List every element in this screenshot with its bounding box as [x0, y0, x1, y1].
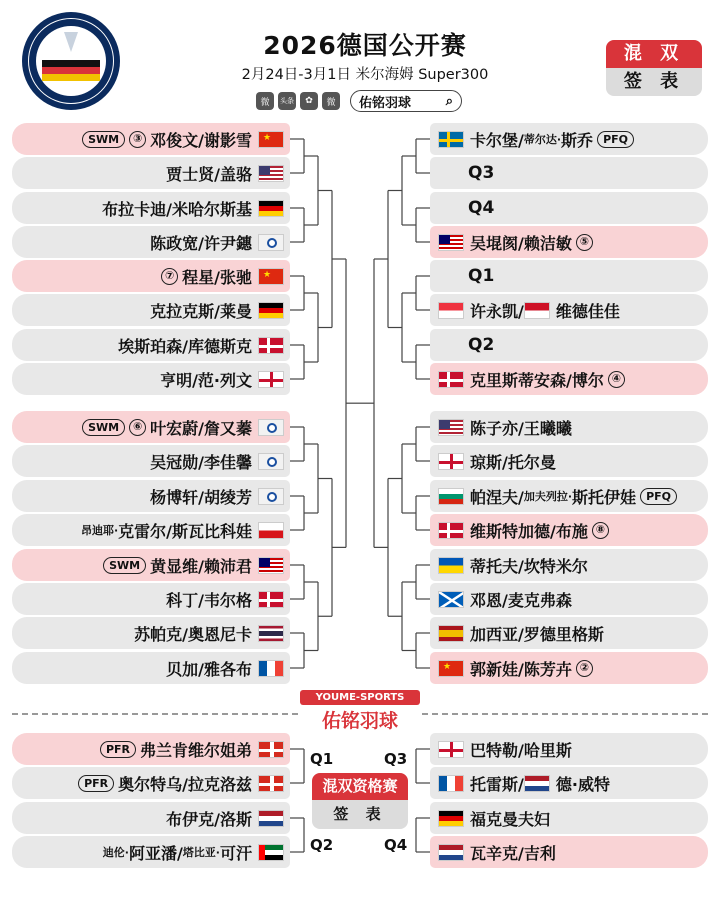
- player-row[interactable]: [12, 157, 290, 189]
- player-row[interactable]: [12, 617, 290, 649]
- qualifying-subtitle: 签 表: [312, 800, 408, 829]
- flag-icon-cn: ★: [258, 268, 284, 285]
- event-name: 混 双: [606, 40, 702, 68]
- qualifier-slot: Q2: [468, 335, 495, 355]
- player-row[interactable]: [12, 363, 290, 395]
- player-names: 布伊克/洛斯: [166, 809, 252, 829]
- player-names: 加西亚/罗德里格斯: [470, 624, 604, 644]
- flag-icon-bg: [438, 488, 464, 505]
- player-names: 吴堒阂/赖洁敏: [470, 233, 572, 253]
- player-names: 陈子亦/王曦曦: [470, 418, 572, 438]
- player-row[interactable]: [430, 294, 708, 326]
- flag-icon-my: [438, 234, 464, 251]
- player-row[interactable]: [12, 294, 290, 326]
- player-names: 埃斯珀森/库德斯克: [118, 336, 252, 356]
- player-names: 琼斯/托尔曼: [470, 452, 556, 472]
- player-row[interactable]: [12, 480, 290, 512]
- qualifying-badge: [312, 773, 408, 829]
- flag-icon-nl: [438, 844, 464, 861]
- player-row[interactable]: [430, 445, 708, 477]
- player-row[interactable]: [430, 617, 708, 649]
- flag-icon-es: [438, 625, 464, 642]
- flag-icon-nl: [524, 775, 550, 792]
- player-names: 邓恩/麦克弗森: [470, 590, 572, 610]
- flag-icon-hk: ★: [258, 131, 284, 148]
- event-dates-location: 2月24日-3月1日 米尔海姆 Super300: [241, 67, 489, 83]
- player-names: 许永凯/: [470, 301, 524, 321]
- flag-icon-tpe: [258, 234, 284, 251]
- player-names: 德·威特: [555, 774, 610, 794]
- player-row[interactable]: [12, 445, 290, 477]
- flag-icon-my: [258, 557, 284, 574]
- player-names: 科丁/韦尔格: [166, 590, 252, 610]
- player-names: 邓俊文/谢影雪: [150, 130, 252, 150]
- player-row[interactable]: [12, 123, 290, 155]
- qualifier-slot: Q1: [468, 266, 495, 286]
- brand-label: 佑铭羽球: [300, 706, 420, 733]
- seed-number: ⑤: [576, 234, 593, 251]
- paw-icon[interactable]: ✿: [300, 92, 318, 110]
- event-type: 签 表: [606, 68, 702, 96]
- player-row[interactable]: [430, 733, 708, 765]
- status-badge: PFQ: [597, 131, 634, 148]
- flag-icon-sco: [438, 591, 464, 608]
- player-names: 可汗: [219, 843, 252, 863]
- player-row[interactable]: [430, 411, 708, 443]
- qualifier-tag: Q4: [384, 836, 408, 854]
- status-badge: SWM: [103, 557, 146, 574]
- qualifier-tag: Q2: [310, 836, 334, 854]
- player-names: 维斯特加德/布施: [470, 521, 588, 541]
- name-prefix: 迪伦·: [102, 846, 129, 859]
- player-row[interactable]: [430, 480, 708, 512]
- player-row[interactable]: [430, 363, 708, 395]
- flag-icon-en: [438, 741, 464, 758]
- toutiao-icon[interactable]: 头条: [278, 92, 296, 110]
- player-names: 瓦辛克/吉利: [470, 843, 556, 863]
- sponsor-label: YOUME-SPORTS: [300, 690, 420, 705]
- player-names: 奥尔特乌/拉克洛兹: [118, 774, 252, 794]
- player-names: 陈政宽/许尹鏸: [150, 233, 252, 253]
- player-names: 维德佳佳: [555, 301, 620, 321]
- player-row[interactable]: [12, 260, 290, 292]
- flag-icon-ua: [438, 557, 464, 574]
- player-names: 亨明/范·列文: [160, 370, 252, 390]
- qualifying-title: 混双资格赛: [312, 773, 408, 800]
- flag-icon-fr: [258, 660, 284, 677]
- player-names: 布拉卡迪/米哈尔斯基: [102, 199, 252, 219]
- seed-number: ④: [608, 371, 625, 388]
- seed-number: ②: [576, 660, 593, 677]
- flag-icon-nl: [258, 810, 284, 827]
- qualifier-tag: Q1: [310, 750, 334, 768]
- player-row[interactable]: [12, 802, 290, 834]
- flag-icon-dk: [438, 371, 464, 388]
- weibo-icon[interactable]: 微: [322, 92, 340, 110]
- player-row[interactable]: [430, 836, 708, 868]
- player-names: 卡尔堡/: [470, 130, 524, 150]
- player-names: 杨博轩/胡绫芳: [150, 487, 252, 507]
- flag-icon-en: [258, 371, 284, 388]
- player-names: 阿亚潘/: [128, 843, 183, 863]
- player-names: 巴特勒/哈里斯: [470, 740, 572, 760]
- flag-icon-tpe: [258, 453, 284, 470]
- player-row[interactable]: [430, 226, 708, 258]
- player-row[interactable]: [430, 802, 708, 834]
- wechat-icon[interactable]: 微: [256, 92, 274, 110]
- qualifier-slot: Q4: [468, 198, 495, 218]
- name-prefix: 塔比亚·: [182, 846, 220, 859]
- name-prefix: 蒂尔达·: [523, 133, 562, 146]
- player-names: 斯乔: [561, 130, 594, 150]
- seed-number: ⑥: [129, 419, 146, 436]
- player-row[interactable]: [12, 192, 290, 224]
- flag-icon-ch: [258, 775, 284, 792]
- player-row[interactable]: [12, 583, 290, 615]
- flag-icon-ch: [258, 741, 284, 758]
- qualifier-slot: Q3: [468, 163, 495, 183]
- player-row[interactable]: [12, 652, 290, 684]
- player-names: 苏帕克/奥恩尼卡: [134, 624, 252, 644]
- search-icon: ⌕: [445, 93, 453, 109]
- qualifier-tag: Q3: [384, 750, 408, 768]
- player-names: 弗兰肯维尔姐弟: [139, 740, 252, 760]
- flag-icon-cn: ★: [438, 660, 464, 677]
- player-names: 贾士贤/盖骆: [166, 164, 252, 184]
- player-row[interactable]: [12, 226, 290, 258]
- player-names: 托雷斯/: [470, 774, 524, 794]
- page-title: 2026德国公开赛: [263, 31, 467, 60]
- player-row[interactable]: [430, 514, 708, 546]
- player-row[interactable]: [12, 767, 290, 799]
- seed-number: ⑧: [592, 522, 609, 539]
- flag-icon-us: [438, 419, 464, 436]
- flag-icon-id: [524, 302, 550, 319]
- player-names: 叶宏蔚/詹又蓁: [150, 418, 252, 438]
- flag-icon-se: [438, 131, 464, 148]
- flag-icon-dk: [258, 337, 284, 354]
- flag-icon-fr: [438, 775, 464, 792]
- player-row[interactable]: [430, 767, 708, 799]
- player-row[interactable]: [430, 329, 708, 361]
- flag-icon-de: [258, 200, 284, 217]
- player-names: 程星/张驰: [182, 267, 252, 287]
- status-badge: PFR: [78, 775, 114, 792]
- status-badge: SWM: [82, 131, 125, 148]
- flag-icon-dk: [258, 591, 284, 608]
- flag-icon-de: [438, 810, 464, 827]
- flag-icon-tpe: [258, 488, 284, 505]
- player-row[interactable]: [12, 549, 290, 581]
- name-prefix: 加夫列拉·: [523, 490, 573, 503]
- player-row[interactable]: [430, 157, 708, 189]
- flag-icon-cz: [258, 522, 284, 539]
- player-row[interactable]: [430, 583, 708, 615]
- player-names: 蒂托夫/坎特米尔: [470, 556, 588, 576]
- player-names: 克里斯蒂安森/博尔: [470, 370, 604, 390]
- seed-number: ⑦: [161, 268, 178, 285]
- status-badge: PFQ: [640, 488, 677, 505]
- flag-icon-th: [258, 625, 284, 642]
- flag-icon-ae: [258, 844, 284, 861]
- player-row[interactable]: [430, 652, 708, 684]
- flag-icon-en: [438, 453, 464, 470]
- name-prefix: 昂迪耶·: [80, 524, 119, 537]
- player-row[interactable]: [430, 260, 708, 292]
- flag-icon-de: [258, 302, 284, 319]
- player-row[interactable]: [12, 836, 290, 868]
- player-row[interactable]: [12, 411, 290, 443]
- flag-icon-us: [258, 165, 284, 182]
- player-names: 黄显维/赖沛君: [150, 556, 252, 576]
- player-names: 贝加/雅各布: [166, 659, 252, 679]
- flag-icon-sg: [438, 302, 464, 319]
- flag-icon-dk: [438, 522, 464, 539]
- seed-number: ③: [129, 131, 146, 148]
- player-names: 福克曼夫妇: [470, 809, 551, 829]
- player-row[interactable]: [430, 123, 708, 155]
- player-names: 帕涅夫/: [470, 487, 524, 507]
- player-row[interactable]: [430, 549, 708, 581]
- flag-icon-tpe: [258, 419, 284, 436]
- status-badge: PFR: [100, 741, 136, 758]
- player-row[interactable]: [430, 192, 708, 224]
- search-text: 佑铭羽球: [359, 95, 412, 111]
- player-names: 克雷尔/斯瓦比科娃: [118, 521, 252, 541]
- status-badge: SWM: [82, 419, 125, 436]
- player-row[interactable]: [12, 329, 290, 361]
- player-names: 吴冠勋/李佳馨: [150, 452, 252, 472]
- player-names: 郭新娃/陈芳卉: [470, 659, 572, 679]
- player-row[interactable]: [12, 733, 290, 765]
- player-names: 克拉克斯/莱曼: [150, 301, 252, 321]
- player-row[interactable]: [12, 514, 290, 546]
- player-names: 斯托伊娃: [572, 487, 637, 507]
